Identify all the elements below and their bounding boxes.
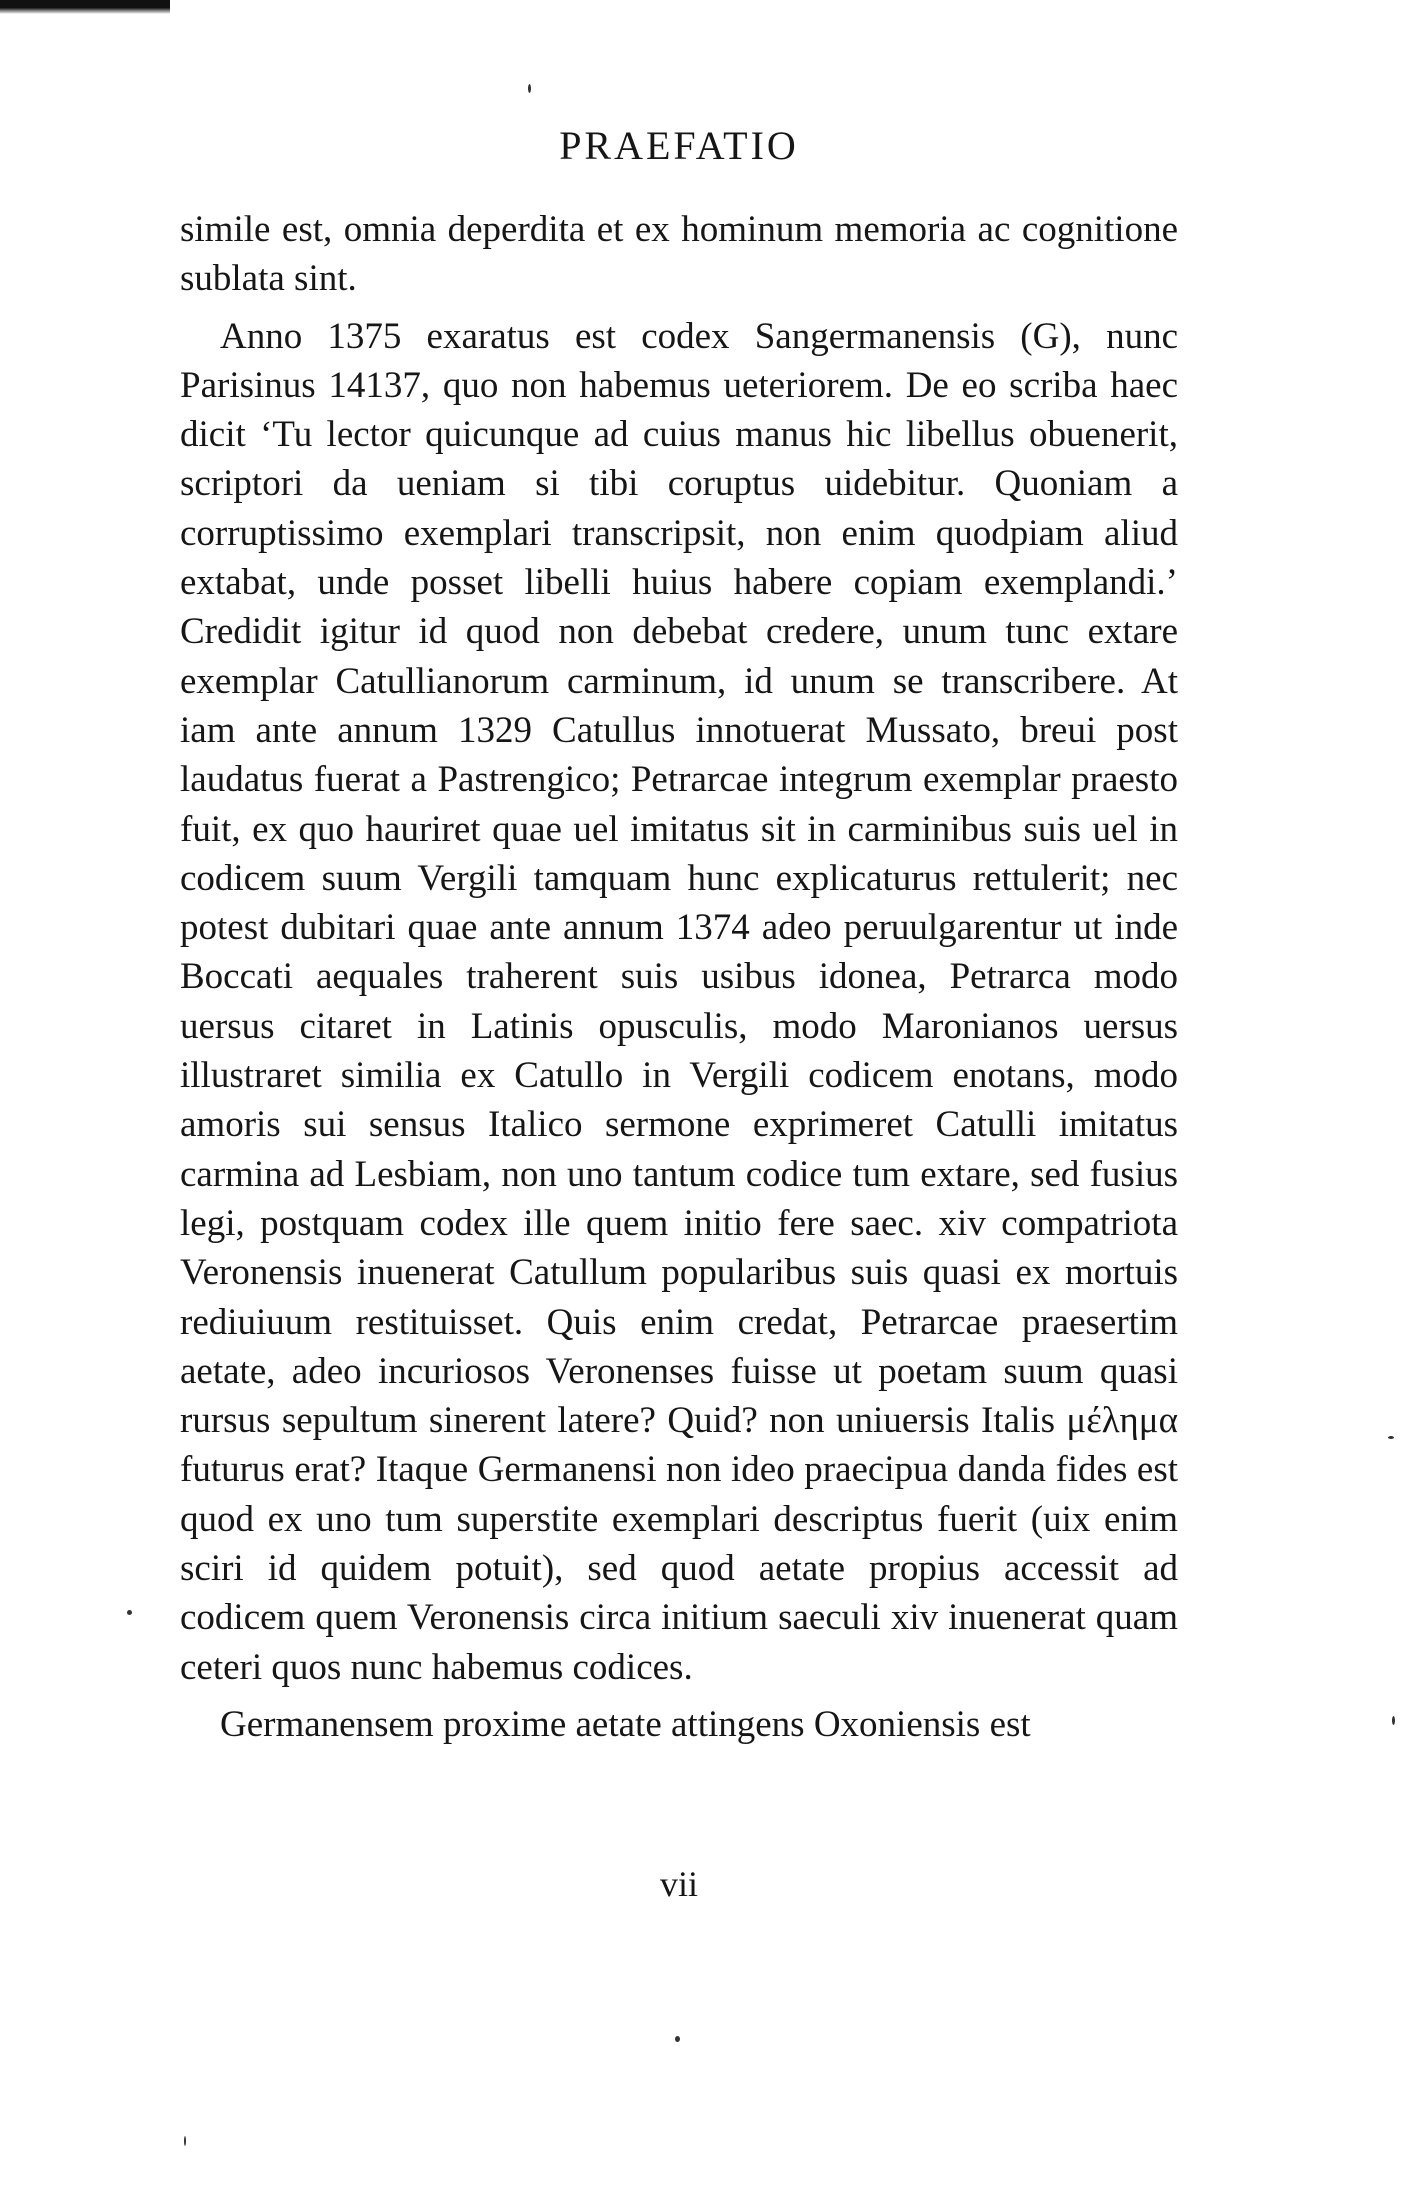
scan-speck xyxy=(1392,1716,1395,1725)
body-text xyxy=(180,205,1178,1749)
scan-speck xyxy=(184,2136,186,2146)
paragraph-anno-1375: Anno 1375 exaratus est codex Sangermanensis (G), nunc Parisinus 14137, quo non habemus ueteriorem. De eo scriba haec dicit ‘Tu lector quicunque ad cuius manus hic libellus obuenerit, scriptori da ueniam si tibi coruptus uidebitur. Quoniam a corruptissimo exemplari transcripsit, non enim quodpiam aliud extabat, unde posset libelli huius habere copiam exemplandi.’ Credidit igitur id quod non debebat credere, unum tunc extare exemplar Catullianorum carminum, id unum se transcribere. At iam ante annum 1329 Catullus innotuerat Mussato, breui post laudatus fuerat a Pastrengico; Petrarcae integrum exemplar praesto fuit, ex quo hauriret quae uel imitatus sit in carminibus suis uel in codicem suum Vergili tamquam hunc explicaturus rettulerit; nec potest dubitari quae ante annum 1374 adeo peruulgarentur ut inde Boccati aequales traherent suis usibus idonea, Petrarca modo uersus citaret in Latinis opusculis, modo Maronianos uersus illustraret similia ex Catullo in Vergili codicem enotans, modo amoris sui sensus Italico sermone exprimeret Catulli imitatus carmina ad Lesbiam, non uno tantum codice tum extare, sed fusius legi, postquam codex ille quem initio fere saec. xiv compatriota Veronensis inuenerat Catullum popularibus suis quasi ex mortuis rediuiuum restituisset. Quis enim credat, Petrarcae praesertim aetate, adeo incuriosos Veronenses fuisse ut poetam suum quasi rursus sepultum sinerent latere? Quid? non uniuersis Italis μέλημα futurus erat? Itaque Germanensi non ideo praecipua danda fides est quod ex uno tum superstite exemplari descriptus fuerit (uix enim sciri id quidem potuit), sed quod aetate propius accessit ad codicem quem Veronensis circa initium saeculi xiv inuenerat quam ceteri quos nunc habemus codices. xyxy=(180,315,1178,1688)
paragraph-continued: simile est, omnia deperdita et ex hominum memoria ac cognitione sublata sint. xyxy=(180,209,1178,300)
page-number: vii xyxy=(659,1864,698,1904)
scan-speck xyxy=(675,2036,680,2042)
scan-speck xyxy=(528,84,531,93)
scan-speck xyxy=(127,1610,132,1615)
paragraph-germanensem: Germanensem proxime aetate attingens Oxoniensis est xyxy=(220,1703,1031,1745)
scan-edge-mark xyxy=(0,0,170,14)
running-head: PRAEFATIO xyxy=(559,123,799,168)
scan-speck xyxy=(1388,1436,1394,1439)
